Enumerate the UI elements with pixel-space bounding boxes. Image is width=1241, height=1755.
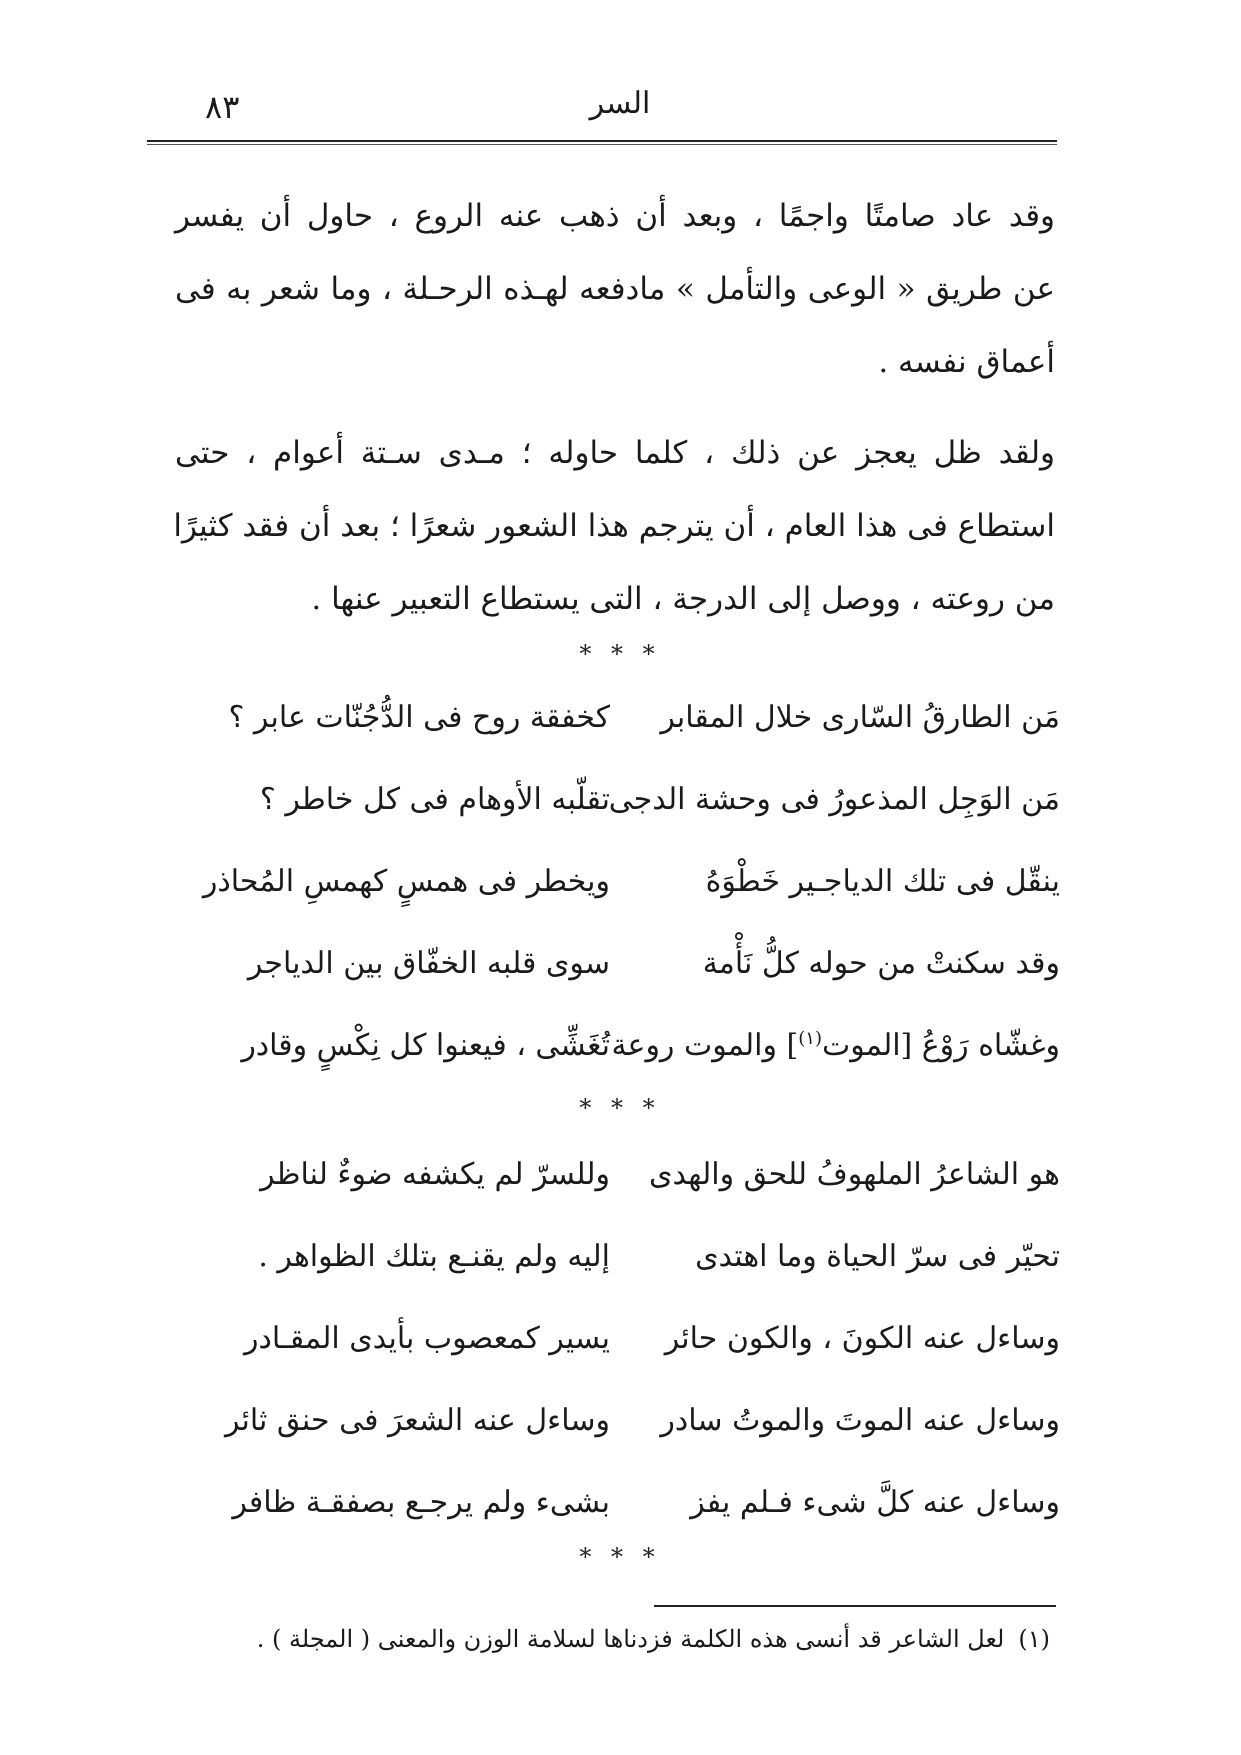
header-rule xyxy=(147,140,1057,142)
footnote-reference: (١) xyxy=(798,1028,822,1049)
paragraph-line: استطاع فى هذا العام ، أن يترجم هذا الشعور شعرًا ؛ بعد أن فقد كثيرًا xyxy=(173,508,1055,544)
footnote-marker: (١) xyxy=(1018,1625,1050,1653)
verse-first-hemistich: تحيّر فى سرّ الحياة وما اهتدى xyxy=(695,1239,1060,1274)
verse-row xyxy=(175,1227,1060,1309)
verse-text-after-ref: ] والموت روعة xyxy=(611,1028,799,1063)
verse-first-hemistich: مَن الطارقُ السّارى خلال المقابر xyxy=(660,700,1060,735)
footnote xyxy=(160,1625,1050,1653)
section-separator: * * * xyxy=(579,1094,661,1122)
verse-second-hemistich: بشىء ولم يرجـع بصفقـة ظافر xyxy=(232,1485,610,1520)
verse-first-hemistich xyxy=(611,1028,1060,1063)
prose-paragraph-2 xyxy=(175,417,1055,636)
poem-stanza-2 xyxy=(175,1145,1060,1555)
verse-second-hemistich: إليه ولم يقنـع بتلك الظواهر . xyxy=(258,1239,610,1274)
paragraph-line: من روعته ، ووصل إلى الدرجة ، التى يستطاع التعبير عنها . xyxy=(311,581,1055,617)
paragraph-line: عن طريق « الوعى والتأمل » مادفعه لهـذه الرحـلة ، وما شعر به فى xyxy=(175,271,1055,307)
verse-second-hemistich: وساءل عنه الشعرَ فى حنق ثائر xyxy=(224,1403,610,1438)
verse-row xyxy=(175,852,1060,934)
verse-first-hemistich: وساءل عنه الموتَ والموتُ سادر xyxy=(660,1403,1060,1438)
paragraph-line: ولقد ظل يعجز عن ذلك ، كلما حاوله ؛ مـدى سـتة أعوام ، حتى xyxy=(175,435,1055,471)
verse-first-hemistich: وساءل عنه الكونَ ، والكون حائر xyxy=(664,1321,1060,1356)
verse-second-hemistich: تقلّبه الأوهام فى كل خاطر ؟ xyxy=(259,782,610,817)
page-number: ٨٣ xyxy=(205,88,240,126)
verse-first-hemistich: وساءل عنه كلَّ شىء فـلم يفز xyxy=(690,1485,1060,1520)
verse-row xyxy=(175,770,1060,852)
verse-row xyxy=(175,934,1060,1016)
poem-stanza-1 xyxy=(175,688,1060,1098)
verse-second-hemistich: تُغَشِّى ، فيعنوا كل نِكْسٍ وقادر xyxy=(241,1028,610,1063)
header-rule-secondary xyxy=(147,144,1057,145)
verse-row xyxy=(175,1309,1060,1391)
footnote-text: لعل الشاعر قد أنسى هذه الكلمة فزدناها لسلامة الوزن والمعنى ( المجلة ) . xyxy=(256,1625,1005,1653)
verse-first-hemistich: هو الشاعرُ الملهوفُ للحق والهدى xyxy=(649,1157,1060,1192)
verse-row xyxy=(175,1016,1060,1098)
verse-first-hemistich: مَن الوَجِل المذعورُ فى وحشة الدجى xyxy=(608,782,1060,817)
verse-text-before-ref: وغشّاه رَوْعُ [الموت xyxy=(821,1028,1060,1063)
verse-first-hemistich: ينقّل فى تلك الدياجـير خَطْوَهُ xyxy=(705,864,1060,899)
paragraph-line: أعماق نفسه . xyxy=(878,344,1055,380)
section-separator: * * * xyxy=(579,640,661,668)
verse-second-hemistich: وللسرّ لم يكشفه ضوءٌ لناظر xyxy=(260,1157,610,1192)
paragraph-line: وقد عاد صامتًا واجمًا ، وبعد أن ذهب عنه الروع ، حاول أن يفسر xyxy=(175,198,1055,234)
verse-second-hemistich: كخفقة روح فى الدُّجُنّات عابر ؟ xyxy=(228,700,610,735)
verse-row xyxy=(175,1391,1060,1473)
footnote-rule xyxy=(654,1605,1056,1607)
verse-row xyxy=(175,688,1060,770)
section-separator: * * * xyxy=(579,1543,661,1571)
verse-row xyxy=(175,1145,1060,1227)
verse-second-hemistich: ويخطر فى همسٍ كهمسِ المُحاذر xyxy=(202,864,610,899)
verse-second-hemistich: سوى قلبه الخفّاق بين الدياجر xyxy=(247,946,610,981)
verse-second-hemistich: يسير كمعصوب بأيدى المقـادر xyxy=(243,1321,610,1356)
running-header-title: السر xyxy=(589,86,651,121)
verse-first-hemistich: وقد سكنتْ من حوله كلُّ نَأْمة xyxy=(702,946,1060,981)
prose-paragraph-1 xyxy=(175,180,1055,399)
